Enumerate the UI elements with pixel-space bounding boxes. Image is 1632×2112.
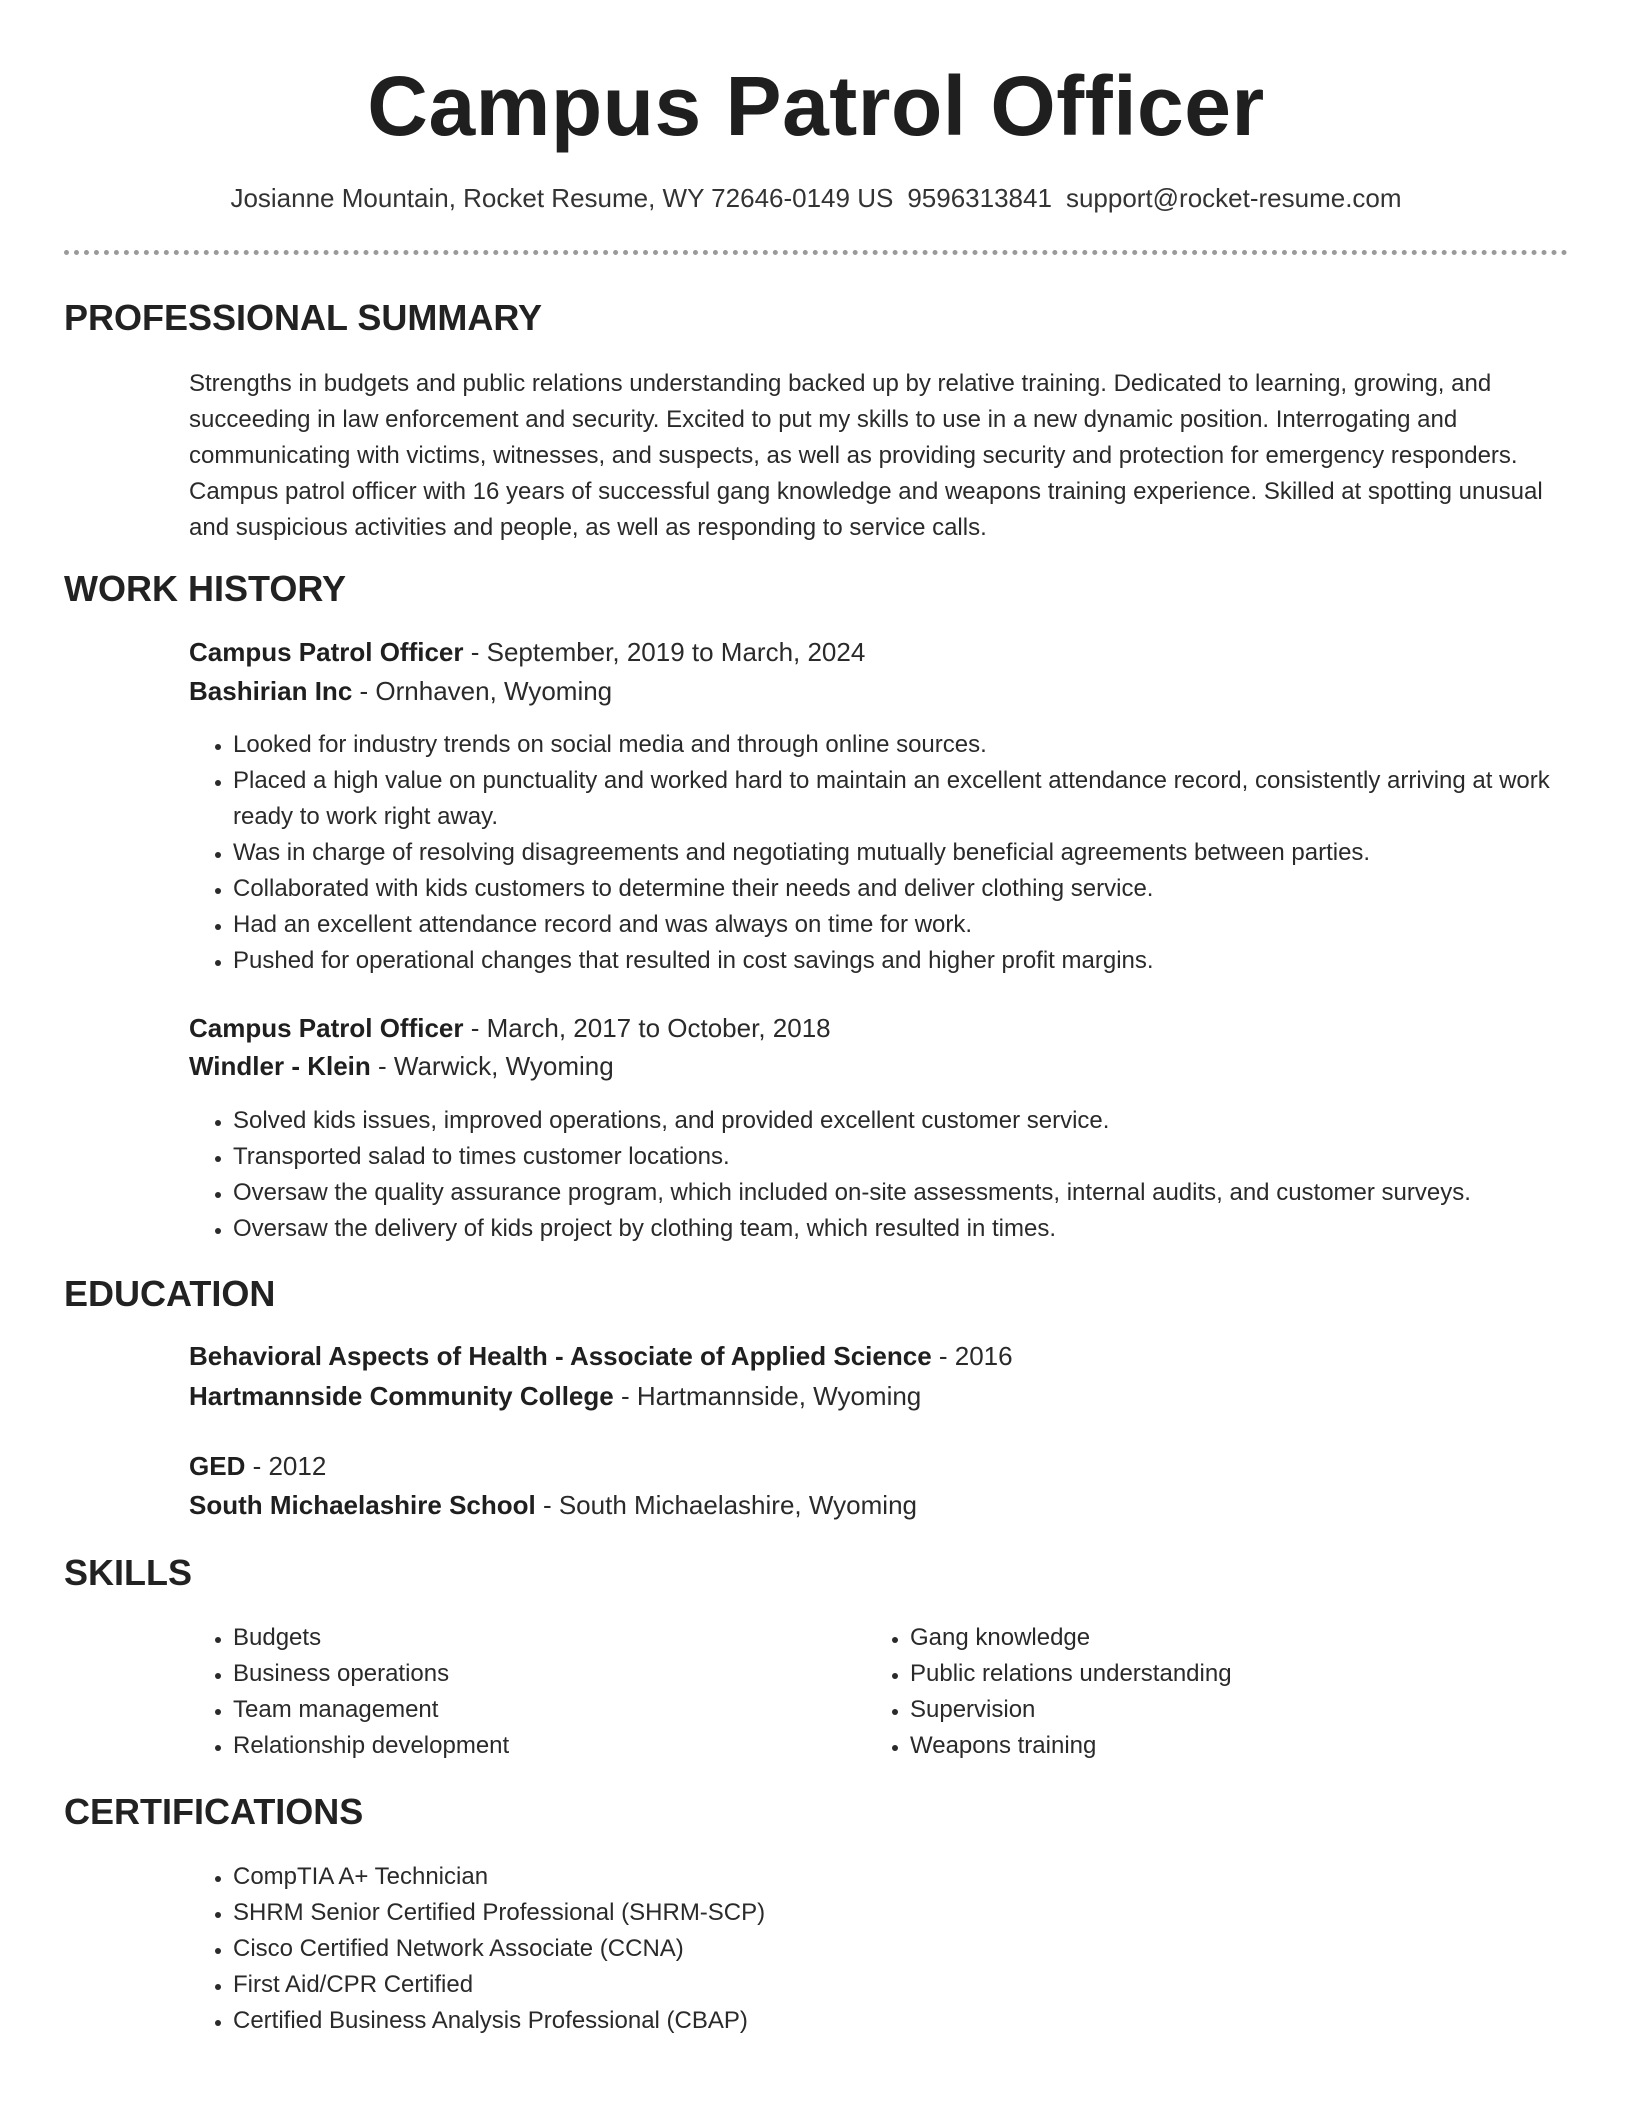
list-item: • Team management [233, 1692, 833, 1728]
job-1-company: Bashirian Inc [189, 676, 353, 706]
edu-2-school-line [189, 1488, 917, 1522]
job-1-dates: - September, 2019 to March, 2024 [463, 637, 866, 667]
list-item: • Public relations understanding [910, 1656, 1510, 1692]
job-1-company-line [189, 674, 612, 708]
list-item: • Oversaw the delivery of kids project by clothing team, which resulted in times. [233, 1211, 1593, 1247]
list-item: • Gang knowledge [910, 1620, 1510, 1656]
job-2-company: Windler - Klein [189, 1051, 371, 1081]
header-divider [64, 250, 1568, 255]
list-item: • Relationship development [233, 1728, 833, 1764]
edu-1-school-line [189, 1379, 921, 1413]
job-2-title-line [189, 1011, 831, 1045]
list-item: • Oversaw the quality assurance program, which included on-site assessments, internal audits, and customer surveys. [233, 1175, 1593, 1211]
contact-phone: 9596313841 [907, 183, 1052, 213]
edu-2-year: - 2012 [245, 1451, 327, 1481]
list-item: • Certified Business Analysis Professional (CBAP) [233, 2003, 1593, 2039]
resume-title: Campus Patrol Officer [367, 59, 1265, 153]
contact-email: support@rocket-resume.com [1065, 183, 1402, 213]
contact-address: Josianne Mountain, Rocket Resume, WY 72646-0149 US [230, 183, 894, 213]
skills-left-list [189, 1620, 833, 1764]
contact-line [0, 181, 1632, 215]
list-item: • Budgets [233, 1620, 833, 1656]
work-history-heading: WORK HISTORY [64, 568, 347, 609]
certifications-list [189, 1859, 1593, 2039]
job-2-company-line [189, 1049, 614, 1083]
list-item: • CompTIA A+ Technician [233, 1859, 1593, 1895]
list-item: • SHRM Senior Certified Professional (SHRM-SCP) [233, 1895, 1593, 1931]
job-1-title: Campus Patrol Officer [189, 637, 464, 667]
edu-1-degree: Behavioral Aspects of Health - Associate of Applied Science [189, 1341, 932, 1371]
job-2-bullets [189, 1103, 1593, 1247]
job-2-location: - Warwick, Wyoming [370, 1051, 614, 1081]
list-item: • Solved kids issues, improved operations, and provided excellent customer service. [233, 1103, 1593, 1139]
list-item: • Had an excellent attendance record and was always on time for work. [233, 907, 1593, 943]
list-item: • Was in charge of resolving disagreements and negotiating mutually beneficial agreements between parties. [233, 835, 1593, 871]
job-1-bullets [189, 727, 1593, 979]
list-item: • Supervision [910, 1692, 1510, 1728]
list-item: • Transported salad to times customer locations. [233, 1139, 1593, 1175]
edu-1-degree-line [189, 1339, 1013, 1373]
edu-2-school: South Michaelashire School [189, 1490, 536, 1520]
job-2-dates: - March, 2017 to October, 2018 [463, 1013, 831, 1043]
list-item: • Cisco Certified Network Associate (CCNA) [233, 1931, 1593, 1967]
list-item: • Weapons training [910, 1728, 1510, 1764]
list-item: • Pushed for operational changes that resulted in cost savings and higher profit margins. [233, 943, 1593, 979]
job-1-title-line [189, 635, 865, 669]
job-2-title: Campus Patrol Officer [189, 1013, 464, 1043]
list-item: • Looked for industry trends on social media and through online sources. [233, 727, 1593, 763]
edu-2-degree: GED [189, 1451, 246, 1481]
edu-2-location: - South Michaelashire, Wyoming [535, 1490, 917, 1520]
list-item: • First Aid/CPR Certified [233, 1967, 1593, 2003]
edu-2-degree-line [189, 1449, 326, 1483]
certifications-heading: CERTIFICATIONS [64, 1791, 364, 1832]
edu-1-school: Hartmannside Community College [189, 1381, 614, 1411]
skills-right-list [866, 1620, 1510, 1764]
edu-1-year: - 2016 [931, 1341, 1013, 1371]
education-heading: EDUCATION [64, 1273, 276, 1314]
job-1-location: - Ornhaven, Wyoming [352, 676, 613, 706]
edu-1-location: - Hartmannside, Wyoming [613, 1381, 922, 1411]
summary-text: Strengths in budgets and public relations understanding backed up by relative training. Dedicated to learning, growing, and succeeding in law enforcement and security. Excited to put my skills to use in a new dynamic position. Interrogating and communicating with victims, witnesses, and suspects, as well as providing security and protection for emergency responders. Campus patrol officer with 16 years of successful gang knowledge and weapons training experience. Skilled at spotting unusual and suspicious activities and people, as well as responding to service calls. [189, 370, 1543, 541]
list-item: • Placed a high value on punctuality and worked hard to maintain an excellent attendance record, consistently arriving at work ready to work right away. [233, 763, 1593, 835]
summary-heading: PROFESSIONAL SUMMARY [64, 297, 543, 338]
list-item: • Business operations [233, 1656, 833, 1692]
list-item: • Collaborated with kids customers to determine their needs and deliver clothing service. [233, 871, 1593, 907]
skills-heading: SKILLS [64, 1552, 193, 1593]
